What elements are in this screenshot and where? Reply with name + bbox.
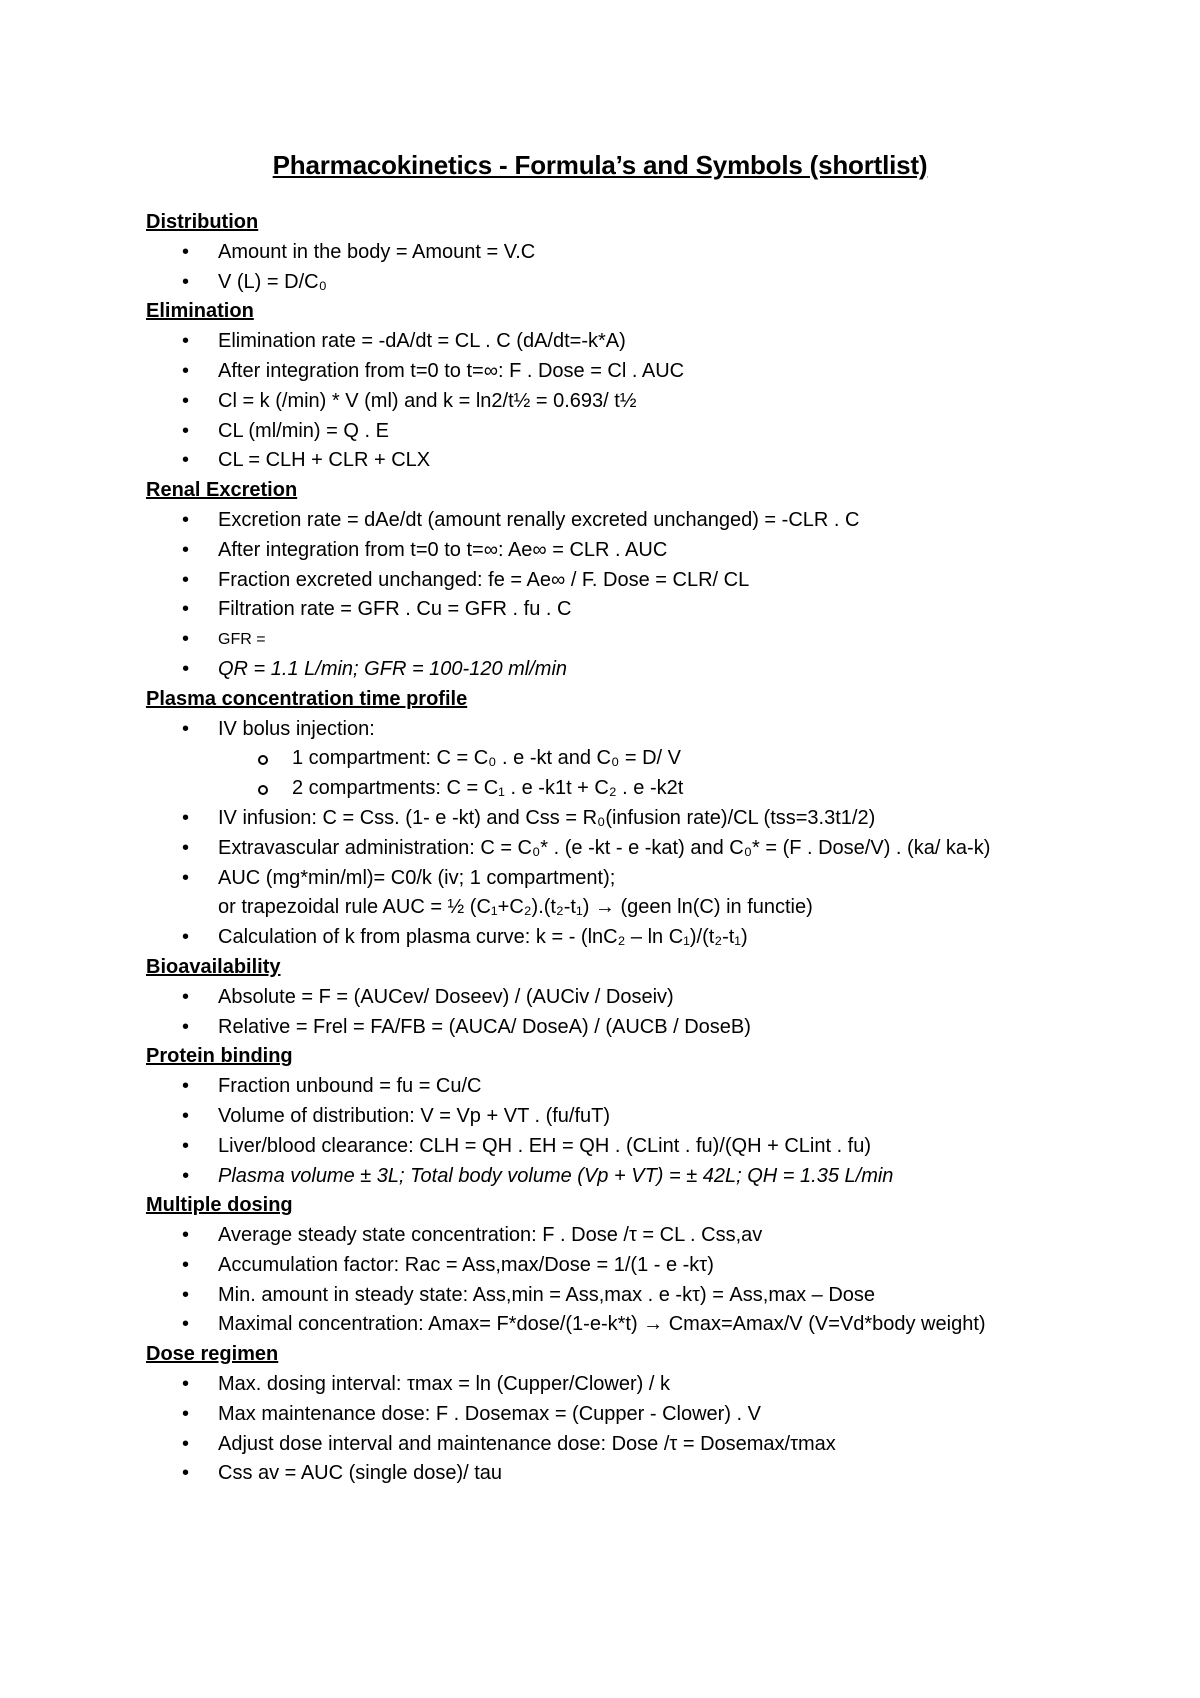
- list-item: • Calculation of k from plasma curve: k = - (lnC₂ – ln C₁)/(t₂-t₁): [146, 923, 1176, 953]
- list-item: • Volume of distribution: V = Vp + VT . (fu/fuT): [146, 1102, 1176, 1132]
- list-item: • Fraction unbound = fu = Cu/C: [146, 1072, 1176, 1102]
- list-item: • Average steady state concentration: F . Dose /τ = CL . Css,av: [146, 1221, 1176, 1251]
- protein-list: [146, 1072, 1176, 1191]
- list-item: • Amount in the body = Amount = V.C: [146, 238, 1176, 268]
- list-item: • Maximal concentration: Amax= F*dose/(1-e-k*t) → Cmax=Amax/V (V=Vd*body weight): [146, 1310, 1176, 1340]
- multiple-dosing-list: [146, 1221, 1176, 1340]
- plasma-list: [146, 715, 1176, 953]
- section-heading-elimination: Elimination: [146, 300, 254, 323]
- list-item: • IV bolus injection:: [146, 715, 1176, 745]
- list-item: • Absolute = F = (AUCev/ Doseev) / (AUCiv / Doseiv): [146, 983, 1176, 1013]
- list-item: • Accumulation factor: Rac = Ass,max/Dose = 1/(1 - e -kτ): [146, 1251, 1176, 1281]
- list-item: • IV infusion: C = Css. (1- e -kt) and Css = R₀(infusion rate)/CL (tss=3.3t1/2): [146, 804, 1176, 834]
- distribution-list: [146, 238, 1176, 298]
- section-heading-protein-binding: Protein binding: [146, 1045, 293, 1068]
- list-item: • Elimination rate = -dA/dt = CL . C (dA/dt=-k*A): [146, 327, 1176, 357]
- list-item: • CL (ml/min) = Q . E: [146, 417, 1176, 447]
- section-heading-dose-regimen: Dose regimen: [146, 1343, 279, 1366]
- section-heading-multiple-dosing: Multiple dosing: [146, 1194, 293, 1217]
- sub-list-item: 2 compartments: C = C₁ . e -k1t + C₂ . e -k2t: [146, 774, 1176, 804]
- list-item: • Fraction excreted unchanged: fe = Ae∞ / F. Dose = CLR/ CL: [146, 566, 1176, 596]
- list-item: • CL = CLH + CLR + CLX: [146, 446, 1176, 476]
- list-item: • GFR =: [146, 625, 1176, 655]
- list-item: • QR = 1.1 L/min; GFR = 100-120 ml/min: [146, 655, 1176, 685]
- list-item: • Relative = Frel = FA/FB = (AUCA/ DoseA) / (AUCB / DoseB): [146, 1013, 1176, 1043]
- list-item: • Cl = k (/min) * V (ml) and k = ln2/t½ = 0.693/ t½: [146, 387, 1176, 417]
- list-item: • Plasma volume ± 3L; Total body volume (Vp + VT) = ± 42L; QH = 1.35 L/min: [146, 1162, 1176, 1192]
- list-item: • Extravascular administration: C = C₀* . (e -kt - e -kat) and C₀* = (F . Dose/V) . (ka/ ka-k): [146, 834, 1176, 864]
- list-item: • Min. amount in steady state: Ass,min = Ass,max . e -kτ) = Ass,max – Dose: [146, 1281, 1176, 1311]
- list-item: • Filtration rate = GFR . Cu = GFR . fu . C: [146, 595, 1176, 625]
- renal-list: [146, 506, 1176, 685]
- list-item-line: • AUC (mg*min/ml)= C0/k (iv; 1 compartment);: [218, 866, 616, 889]
- list-item: • Excretion rate = dAe/dt (amount renally excreted unchanged) = -CLR . C: [146, 506, 1176, 536]
- list-item: • Liver/blood clearance: CLH = QH . EH = QH . (CLint . fu)/(QH + CLint . fu): [146, 1132, 1176, 1162]
- list-item: • V (L) = D/C₀: [146, 268, 1176, 298]
- document-title: Pharmacokinetics - Formula’s and Symbols (shortlist): [272, 150, 928, 180]
- list-item: • After integration from t=0 to t=∞: Ae∞ = CLR . AUC: [146, 536, 1176, 566]
- section-heading-plasma-profile: Plasma concentration time profile: [146, 687, 468, 710]
- list-item: [146, 864, 1176, 924]
- section-heading-renal-excretion: Renal Excretion: [146, 479, 298, 502]
- sub-list-item: 1 compartment: C = C₀ . e -kt and C₀ = D/ V: [146, 744, 1176, 774]
- list-item-line: or trapezoidal rule AUC = ½ (C₁+C₂).(t₂-t₁) → (geen ln(C) in functie): [218, 896, 813, 919]
- list-item: • Max. dosing interval: τmax = ln (Cupper/Clower) / k: [146, 1370, 1176, 1400]
- elimination-list: [146, 327, 1176, 476]
- list-item: • Max maintenance dose: F . Dosemax = (Cupper - Clower) . V: [146, 1400, 1176, 1430]
- bioavailability-list: [146, 983, 1176, 1043]
- dose-regimen-list: [146, 1370, 1176, 1489]
- formula-list: [146, 208, 1176, 1489]
- list-item: • Adjust dose interval and maintenance dose: Dose /τ = Dosemax/τmax: [146, 1430, 1176, 1460]
- section-heading-distribution: Distribution: [146, 211, 259, 233]
- list-item: • Css av = AUC (single dose)/ tau: [146, 1459, 1176, 1489]
- list-item: • After integration from t=0 to t=∞: F . Dose = Cl . AUC: [146, 357, 1176, 387]
- section-heading-bioavailability: Bioavailability: [146, 955, 281, 978]
